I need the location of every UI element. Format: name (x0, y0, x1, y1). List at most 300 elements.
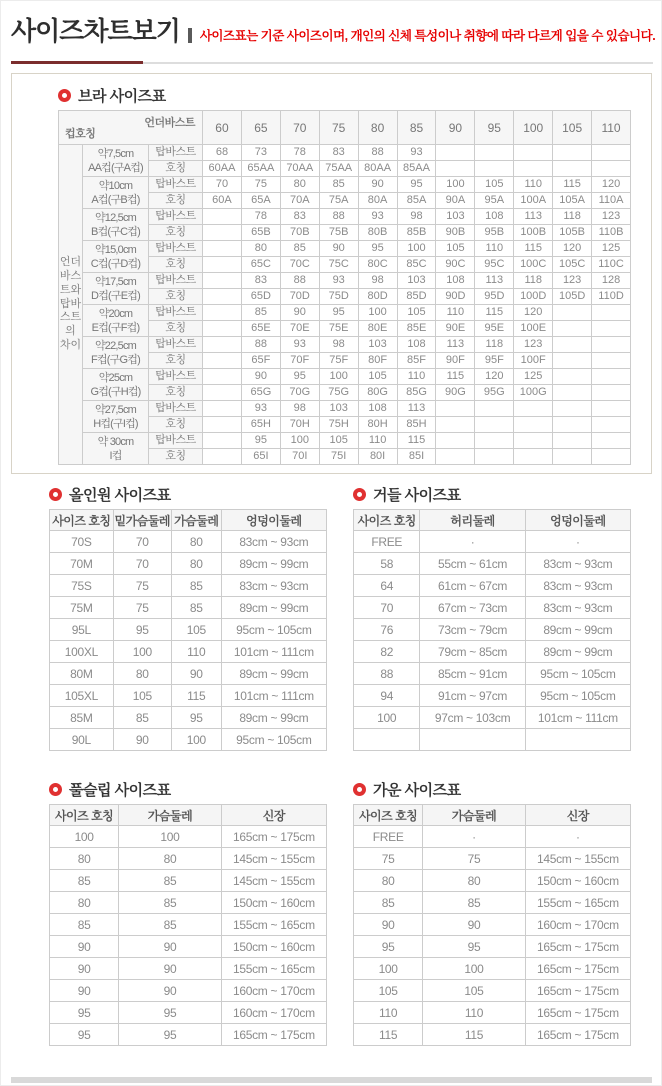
bra-topbust-value (592, 433, 631, 449)
bra-name-value: 65C (241, 257, 280, 273)
table-cell: 110 (423, 1002, 525, 1024)
bra-topbust-row (59, 145, 631, 161)
table-cell: 155cm ~ 165cm (221, 914, 326, 936)
table-row (354, 826, 631, 848)
bra-name-value: 95A (475, 193, 514, 209)
bra-name-value: 100A (514, 193, 553, 209)
bra-name-value: 60AA (203, 161, 242, 177)
red-bullet-icon (49, 783, 62, 796)
bra-name-value: 80E (358, 321, 397, 337)
bra-topbust-value: 113 (436, 337, 475, 353)
col-header: 신장 (525, 805, 630, 826)
fullslip-section-title-text: 풀슬립 사이즈표 (69, 781, 171, 799)
table-row (354, 531, 631, 553)
bra-cup-name: I컵 (109, 449, 122, 462)
bra-cup-name: B컵(구C컵) (91, 225, 140, 238)
bra-name-value: 80I (358, 449, 397, 465)
bra-topbust-value: 100 (280, 433, 319, 449)
header-underline (11, 62, 653, 64)
bra-section-title (58, 85, 166, 105)
table-row (50, 553, 327, 575)
bra-topbust-value (203, 305, 242, 321)
bra-topbust-value: 100 (319, 369, 358, 385)
bra-topbust-value (553, 401, 592, 417)
bra-col-header: 75 (319, 111, 358, 145)
table-cell: 110 (354, 1002, 423, 1024)
table-cell: 80 (354, 870, 423, 892)
bra-name-value: 70C (280, 257, 319, 273)
bra-topbust-label: 탑바스트 (149, 241, 203, 257)
table-cell: 100 (119, 826, 221, 848)
bra-cup-size: 약 30cm (97, 435, 134, 448)
bra-cup-size: 약12,5cm (94, 211, 137, 224)
table-row (50, 826, 327, 848)
col-header: 엉덩이둘레 (221, 510, 326, 531)
table-cell: 75 (113, 597, 171, 619)
table-cell: 165cm ~ 175cm (525, 1024, 630, 1046)
table-cell: 85M (50, 707, 114, 729)
bra-topbust-value: 115 (553, 177, 592, 193)
bra-cup-name: A컵(구B컵) (91, 193, 140, 206)
table-cell: 83cm ~ 93cm (221, 575, 326, 597)
table-cell: 95 (423, 936, 525, 958)
bra-topbust-value: 83 (241, 273, 280, 289)
table-cell: 58 (354, 553, 420, 575)
bra-topbust-value (592, 305, 631, 321)
bra-name-value (475, 417, 514, 433)
table-cell: 75 (113, 575, 171, 597)
bra-name-value: 65F (241, 353, 280, 369)
table-cell: 95 (50, 1024, 119, 1046)
bra-cup-size: 약7,5cm (97, 147, 134, 160)
table-row (354, 914, 631, 936)
table-cell: · (423, 826, 525, 848)
bra-name-value (592, 449, 631, 465)
col-header: 가슴둘레 (171, 510, 221, 531)
allinone-section-title (49, 484, 327, 504)
bra-topbust-value: 95 (280, 369, 319, 385)
bra-name-value: 75H (319, 417, 358, 433)
table-cell: 100 (50, 826, 119, 848)
table-cell: 90 (119, 958, 221, 980)
table-cell: · (420, 531, 525, 553)
bra-name-value: 65AA (241, 161, 280, 177)
table-cell: 83cm ~ 93cm (221, 531, 326, 553)
bra-name-value: 70F (280, 353, 319, 369)
bra-topbust-value: 93 (319, 273, 358, 289)
table-cell: 101cm ~ 111cm (221, 641, 326, 663)
table-cell: 90L (50, 729, 114, 751)
bra-topbust-value: 85 (241, 305, 280, 321)
bra-name-value: 75I (319, 449, 358, 465)
bra-name-value: 105A (553, 193, 592, 209)
table-header-row (50, 805, 327, 826)
table-cell: 94 (354, 685, 420, 707)
bra-name-value: 85A (397, 193, 436, 209)
bra-name-value: 100F (514, 353, 553, 369)
bra-topbust-value: 125 (592, 241, 631, 257)
notice-divider (188, 28, 192, 43)
bra-topbust-value: 78 (241, 209, 280, 225)
red-bullet-icon (353, 783, 366, 796)
bra-name-value: 90A (436, 193, 475, 209)
table-cell: 76 (354, 619, 420, 641)
table-cell: 160cm ~ 170cm (221, 1002, 326, 1024)
bra-topbust-value: 88 (358, 145, 397, 161)
table-cell: 67cm ~ 73cm (420, 597, 525, 619)
bra-section-title-text: 브라 사이즈표 (78, 87, 166, 105)
table-row (50, 1002, 327, 1024)
bra-topbust-value (475, 401, 514, 417)
bra-name-label: 호칭 (149, 257, 203, 273)
bra-name-value: 70G (280, 385, 319, 401)
bra-topbust-value: 90 (241, 369, 280, 385)
table-row (354, 980, 631, 1002)
table-row (354, 597, 631, 619)
bra-topbust-value: 120 (553, 241, 592, 257)
table-cell (525, 729, 630, 751)
bra-name-label: 호칭 (149, 289, 203, 305)
bra-topbust-value: 100 (397, 241, 436, 257)
bra-name-value: 75A (319, 193, 358, 209)
bra-topbust-value (514, 145, 553, 161)
table-cell: 101cm ~ 111cm (525, 707, 630, 729)
table-cell: 55cm ~ 61cm (420, 553, 525, 575)
bra-topbust-value: 115 (397, 433, 436, 449)
table-cell: 91cm ~ 97cm (420, 685, 525, 707)
table-row (50, 914, 327, 936)
table-row (50, 685, 327, 707)
table-cell: 90 (50, 936, 119, 958)
bra-topbust-value: 113 (397, 401, 436, 417)
bra-header-row (59, 111, 631, 145)
bra-topbust-value: 103 (397, 273, 436, 289)
bra-name-value (203, 225, 242, 241)
bra-topbust-value: 100 (358, 305, 397, 321)
col-header: 밑가슴둘레 (113, 510, 171, 531)
bra-name-value: 80G (358, 385, 397, 401)
table-cell: 160cm ~ 170cm (525, 914, 630, 936)
bra-name-value (436, 449, 475, 465)
bra-name-value: 80AA (358, 161, 397, 177)
bra-name-value: 90E (436, 321, 475, 337)
table-row (50, 663, 327, 685)
table-cell: 95 (354, 936, 423, 958)
bra-topbust-label: 탑바스트 (149, 209, 203, 225)
bra-name-value (203, 257, 242, 273)
bra-cup-label (83, 241, 149, 273)
bra-topbust-value: 110 (514, 177, 553, 193)
table-row (50, 575, 327, 597)
table-cell: · (525, 531, 630, 553)
bra-side-vertical-label: 언더바스트와 탑바스트의 차이 (59, 145, 83, 465)
table-cell: 145cm ~ 155cm (221, 870, 326, 892)
table-cell: 85 (171, 575, 221, 597)
bra-name-value: 75B (319, 225, 358, 241)
bra-name-value: 70A (280, 193, 319, 209)
bra-name-value (592, 353, 631, 369)
bra-col-header: 95 (475, 111, 514, 145)
table-cell: 64 (354, 575, 420, 597)
table-row (50, 531, 327, 553)
table-row (50, 729, 327, 751)
table-row (50, 892, 327, 914)
col-header: 신장 (221, 805, 326, 826)
bra-topbust-value: 125 (514, 369, 553, 385)
bra-topbust-value: 80 (241, 241, 280, 257)
col-header: 사이즈 호칭 (50, 805, 119, 826)
bra-topbust-value: 75 (241, 177, 280, 193)
table-cell: 89cm ~ 99cm (221, 597, 326, 619)
gown-section-title (353, 779, 631, 799)
bra-cup-size: 약22,5cm (94, 339, 137, 352)
bra-name-value: 95D (475, 289, 514, 305)
bra-name-value: 65A (241, 193, 280, 209)
table-cell: 89cm ~ 99cm (525, 619, 630, 641)
table-row (50, 641, 327, 663)
table-row (50, 958, 327, 980)
table-header-row (354, 510, 631, 531)
bra-cup-label (83, 401, 149, 433)
bra-topbust-value: 88 (241, 337, 280, 353)
bra-name-value (553, 449, 592, 465)
bra-name-value (553, 353, 592, 369)
bra-name-value: 105B (553, 225, 592, 241)
bra-topbust-value (514, 401, 553, 417)
bra-name-value: 90C (436, 257, 475, 273)
bra-topbust-value (203, 401, 242, 417)
bra-col-header: 100 (514, 111, 553, 145)
bra-topbust-value: 108 (475, 209, 514, 225)
allinone-section (49, 484, 327, 751)
table-row (50, 936, 327, 958)
red-bullet-icon (58, 89, 71, 102)
bra-topbust-value: 95 (358, 241, 397, 257)
table-cell: 150cm ~ 160cm (525, 870, 630, 892)
bra-name-value: 80H (358, 417, 397, 433)
table-cell (420, 729, 525, 751)
bra-topbust-row (59, 177, 631, 193)
table-cell: 105 (354, 980, 423, 1002)
bra-topbust-value (203, 337, 242, 353)
col-header: 사이즈 호칭 (354, 510, 420, 531)
table-cell: 90 (171, 663, 221, 685)
table-cell: 85 (119, 892, 221, 914)
bra-name-label: 호칭 (149, 449, 203, 465)
bra-cup-label (83, 433, 149, 465)
table-cell: 100 (354, 958, 423, 980)
bra-cup-name: F컵(구G컵) (91, 353, 140, 366)
bra-topbust-label: 탑바스트 (149, 145, 203, 161)
bra-topbust-label: 탑바스트 (149, 433, 203, 449)
bra-name-label: 호칭 (149, 417, 203, 433)
bra-name-value: 100E (514, 321, 553, 337)
bra-topbust-value: 105 (475, 177, 514, 193)
bra-cup-name: E컵(구F컵) (91, 321, 140, 334)
bra-topbust-value: 95 (397, 177, 436, 193)
bra-topbust-value (592, 337, 631, 353)
bra-name-value: 95E (475, 321, 514, 337)
bra-name-value: 65B (241, 225, 280, 241)
table-cell: 70 (113, 553, 171, 575)
table-cell: 90 (423, 914, 525, 936)
table-cell: 85 (119, 870, 221, 892)
table-cell: 75S (50, 575, 114, 597)
bra-name-value: 80B (358, 225, 397, 241)
table-cell: 160cm ~ 170cm (221, 980, 326, 1002)
bra-size-table (58, 110, 631, 465)
table-cell: 80 (171, 531, 221, 553)
table-cell: FREE (354, 826, 423, 848)
bra-name-value: 65D (241, 289, 280, 305)
girdle-section (353, 484, 631, 751)
table-cell: 70M (50, 553, 114, 575)
bra-name-value (475, 449, 514, 465)
bra-name-value (514, 161, 553, 177)
bra-name-value: 85B (397, 225, 436, 241)
bra-topbust-value (553, 337, 592, 353)
table-cell: 85 (50, 870, 119, 892)
girdle-section-title (353, 484, 631, 504)
page-header (11, 15, 656, 49)
bra-name-value: 75E (319, 321, 358, 337)
table-cell: FREE (354, 531, 420, 553)
table-cell: 85 (171, 597, 221, 619)
table-cell: 90 (50, 980, 119, 1002)
bra-topbust-value: 103 (436, 209, 475, 225)
bra-topbust-value: 90 (358, 177, 397, 193)
bra-cup-label (83, 305, 149, 337)
bra-name-value: 70H (280, 417, 319, 433)
page-title: 사이즈차트보기 (11, 16, 180, 46)
bra-name-value (436, 417, 475, 433)
table-cell: 89cm ~ 99cm (525, 641, 630, 663)
col-header: 가슴둘레 (119, 805, 221, 826)
table-cell: 85 (113, 707, 171, 729)
table-row (354, 729, 631, 751)
bra-cup-name: C컵(구D컵) (90, 257, 141, 270)
bra-topbust-value: 103 (358, 337, 397, 353)
table-cell: 95 (113, 619, 171, 641)
bra-col-header: 70 (280, 111, 319, 145)
bra-topbust-value (203, 433, 242, 449)
table-cell: 101cm ~ 111cm (221, 685, 326, 707)
bra-topbust-row (59, 433, 631, 449)
corner-underbust-label: 언더바스트 (144, 117, 196, 129)
bra-topbust-row (59, 401, 631, 417)
table-row (354, 1024, 631, 1046)
bra-name-value: 70AA (280, 161, 319, 177)
table-cell: 80 (113, 663, 171, 685)
bra-topbust-value (436, 433, 475, 449)
bra-topbust-value (553, 145, 592, 161)
table-cell: 85 (423, 892, 525, 914)
bra-col-header: 105 (553, 111, 592, 145)
table-cell: 83cm ~ 93cm (525, 597, 630, 619)
bra-name-value (203, 321, 242, 337)
bra-name-value: 95G (475, 385, 514, 401)
bra-topbust-value (592, 145, 631, 161)
table-row (354, 892, 631, 914)
bra-name-value: 95C (475, 257, 514, 273)
table-row (50, 619, 327, 641)
bra-name-value (553, 321, 592, 337)
bra-topbust-label: 탑바스트 (149, 337, 203, 353)
bra-cup-size: 약17,5cm (94, 275, 137, 288)
bra-topbust-value: 98 (358, 273, 397, 289)
table-row (354, 707, 631, 729)
bra-cup-label (83, 209, 149, 241)
bra-name-label: 호칭 (149, 193, 203, 209)
bra-topbust-value: 115 (475, 305, 514, 321)
bra-name-value: 65H (241, 417, 280, 433)
table-cell: 100XL (50, 641, 114, 663)
gown-section-title-text: 가운 사이즈표 (373, 781, 461, 799)
table-cell: 165cm ~ 175cm (525, 958, 630, 980)
table-cell: 115 (171, 685, 221, 707)
bra-table-wrap (58, 110, 631, 465)
bra-topbust-value: 83 (319, 145, 358, 161)
gown-section (353, 779, 631, 1046)
bra-name-value (592, 321, 631, 337)
table-cell: 75 (354, 848, 423, 870)
bra-topbust-value: 78 (280, 145, 319, 161)
table-cell: 95cm ~ 105cm (221, 729, 326, 751)
bra-topbust-value: 85 (280, 241, 319, 257)
bra-topbust-value: 128 (592, 273, 631, 289)
table-cell (354, 729, 420, 751)
bra-name-value (553, 385, 592, 401)
table-cell: 145cm ~ 155cm (221, 848, 326, 870)
bra-name-value: 70I (280, 449, 319, 465)
bra-topbust-value: 105 (358, 369, 397, 385)
bra-topbust-value: 118 (553, 209, 592, 225)
table-cell: 105 (113, 685, 171, 707)
table-row (354, 936, 631, 958)
bra-name-value: 70E (280, 321, 319, 337)
bra-topbust-value: 123 (514, 337, 553, 353)
table-cell: 82 (354, 641, 420, 663)
bra-name-value: 80A (358, 193, 397, 209)
bra-name-value: 75G (319, 385, 358, 401)
bra-topbust-row (59, 337, 631, 353)
bra-name-value: 75D (319, 289, 358, 305)
bra-topbust-value: 120 (475, 369, 514, 385)
table-cell: 150cm ~ 160cm (221, 936, 326, 958)
bra-name-value: 65E (241, 321, 280, 337)
bra-cup-size: 약25cm (98, 371, 133, 384)
table-cell: 95 (119, 1002, 221, 1024)
size-notice-text: 사이즈표는 기준 사이즈이며, 개인의 신체 특성이나 취향에 따라 다르게 입을 수 있습니다. (199, 28, 656, 43)
bra-name-value (553, 417, 592, 433)
bra-name-value: 80D (358, 289, 397, 305)
bra-name-value: 75F (319, 353, 358, 369)
bra-name-value (553, 161, 592, 177)
table-cell: 115 (354, 1024, 423, 1046)
fullslip-section-title (49, 779, 327, 799)
bra-cup-label (83, 273, 149, 305)
bra-topbust-label: 탑바스트 (149, 273, 203, 289)
bra-topbust-row (59, 273, 631, 289)
gown-size-table (353, 804, 631, 1046)
table-cell: 145cm ~ 155cm (525, 848, 630, 870)
girdle-section-title-text: 거들 사이즈표 (373, 486, 461, 504)
bra-topbust-value: 95 (241, 433, 280, 449)
bra-topbust-value: 105 (436, 241, 475, 257)
bra-name-value: 85D (397, 289, 436, 305)
bra-name-value: 100B (514, 225, 553, 241)
bra-name-value: 90F (436, 353, 475, 369)
